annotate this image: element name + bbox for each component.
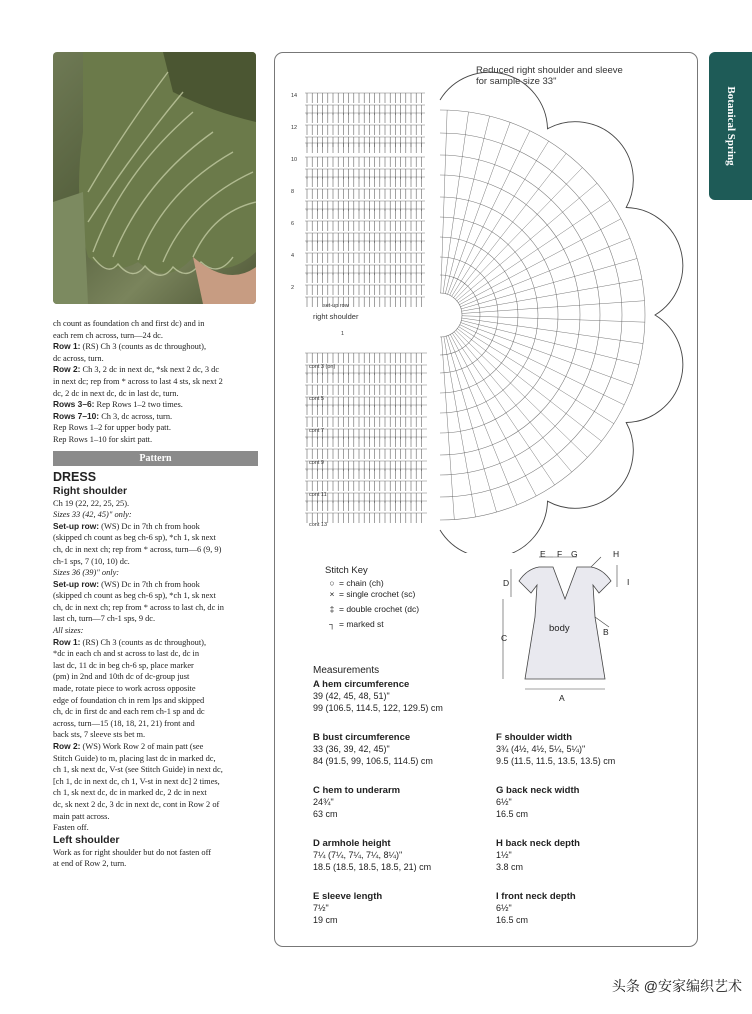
cont-row-label: cont 5 xyxy=(309,396,324,402)
row-label: Row 1: xyxy=(53,341,81,352)
body-text-line xyxy=(53,532,258,544)
line-text: Rep Rows 1–2 for upper body patt. xyxy=(53,423,171,433)
measurement-heading: B bust circumference xyxy=(313,732,411,743)
measurement-group xyxy=(313,732,498,767)
schematic-letter-d: D xyxy=(503,578,510,588)
line-text: at end of Row 2, turn. xyxy=(53,859,127,869)
line-text: Sizes 36 (39)" only: xyxy=(53,568,120,578)
line-text: ch, dc in first dc and each rem ch-1 sp and dc xyxy=(53,707,205,717)
body-text-line xyxy=(53,521,258,533)
line-text: Sizes 33 (42, 45)" only: xyxy=(53,510,132,520)
measurement-value: 63 cm xyxy=(313,808,338,819)
stitch-key-label: = marked st xyxy=(339,619,384,629)
line-text: Stitch Guide) to m, placing last dc in marked dc, xyxy=(53,753,216,763)
body-text-line xyxy=(53,811,258,823)
measurement-value: 6½" xyxy=(496,903,512,913)
measurement-heading: F shoulder width xyxy=(496,732,572,743)
line-text: (WS) Dc in 7th ch from hook xyxy=(99,579,200,589)
stitch-key-item xyxy=(325,589,495,600)
sleeve-photo xyxy=(53,52,256,304)
crochet-chart xyxy=(275,53,697,553)
line-text: (RS) Ch 3 (counts as dc throughout), xyxy=(80,342,207,352)
body-text-line xyxy=(53,729,258,741)
schematic-letter-e: E xyxy=(540,549,546,559)
section-tab-label: Botanical Spring xyxy=(724,86,737,166)
body-text-line xyxy=(53,388,258,400)
left-column xyxy=(53,318,258,870)
line-text: Ch 19 (22, 22, 25, 25). xyxy=(53,498,130,508)
schematic-letter-c: C xyxy=(501,633,508,643)
body-text-line xyxy=(53,579,258,591)
line-text: ch-1 sps, 7 (10, 10) dc. xyxy=(53,556,130,566)
line-text: (RS) Ch 3 (counts as dc throughout), xyxy=(80,637,207,647)
measurement-value: 6½" xyxy=(496,797,512,807)
chart-stitches xyxy=(305,72,683,553)
row-label: Rows 7–10: xyxy=(53,410,100,421)
measurement-group xyxy=(496,785,681,820)
measurement-value: 9.5 (11.5, 11.5, 13.5, 13.5) cm xyxy=(496,755,616,766)
row-label: Row 2: xyxy=(53,741,81,751)
body-text-line xyxy=(53,590,258,602)
body-text-line xyxy=(53,411,258,423)
body-text-line xyxy=(53,625,258,637)
right-shoulder-label: right shoulder xyxy=(313,312,359,321)
schematic-letter-b: B xyxy=(603,627,609,637)
body-text-line xyxy=(53,341,258,353)
line-text: Ch 3, 2 dc in next dc, *sk next 2 dc, 3 dc xyxy=(80,365,220,375)
body-text-line xyxy=(53,764,258,776)
line-text: ch count as foundation ch and first dc) and in xyxy=(53,319,205,328)
line-text: Rep Rows 1–10 for skirt patt. xyxy=(53,434,153,444)
sleeve-photo-illustration xyxy=(53,52,256,304)
line-text: Rep Rows 1–2 two times. xyxy=(94,400,183,410)
measurement-group xyxy=(496,891,681,926)
cont-row-label: cont 9 xyxy=(309,460,324,466)
measurement-group xyxy=(496,732,681,767)
body-text-line xyxy=(53,567,258,579)
row-label: Row 2: xyxy=(53,364,81,375)
body-text-line xyxy=(53,683,258,695)
dress-heading: DRESS xyxy=(53,469,97,484)
body-text-line xyxy=(53,776,258,788)
line-text: dc, sk next 2 dc, 3 dc in next dc, cont in Row 2 of xyxy=(53,799,220,809)
line-text: dc across, turn. xyxy=(53,353,104,363)
body-text-line xyxy=(53,822,258,834)
row1-label: 1 xyxy=(341,331,345,337)
line-text: ch 1, sk next dc, V-st (see Stitch Guide) in next dc, xyxy=(53,765,223,775)
line-text: each rem ch across, turn—24 dc. xyxy=(53,330,163,340)
schematic-letter-h: H xyxy=(613,549,620,559)
measurement-value: 7¼ (7¼, 7¼, 7¼, 8¼)" xyxy=(313,850,403,860)
measurement-heading: H back neck depth xyxy=(496,838,580,849)
marked-stitch-symbol-icon: ┐ xyxy=(328,619,336,629)
line-text: ch, dc in next ch; rep from * across to last ch, dc in xyxy=(53,602,224,612)
body-text-line xyxy=(53,318,258,330)
measurement-value: 1½" xyxy=(496,850,512,860)
chart-caption-line2: for sample size 33" xyxy=(476,76,557,87)
stitch-key-item xyxy=(325,578,495,589)
line-text: Work as for right shoulder but do not fasten off xyxy=(53,847,212,857)
body-text-line xyxy=(53,422,258,434)
line-text: across, turn—15 (18, 18, 21, 21) front and xyxy=(53,718,195,728)
chart-panel xyxy=(274,52,698,947)
row-label: Set-up row: xyxy=(53,578,100,589)
chain-symbol-icon: ○ xyxy=(329,578,335,588)
measurement-value: 84 (91.5, 99, 106.5, 114.5) cm xyxy=(313,755,433,766)
stitch-key-item xyxy=(325,604,495,615)
measurements-title: Measurements xyxy=(313,665,380,676)
measurement-heading: I front neck depth xyxy=(496,891,576,902)
body-text-line xyxy=(53,648,258,660)
measurement-heading: D armhole height xyxy=(313,838,391,849)
chart-row-label: 10 xyxy=(291,157,298,163)
line-text: Fasten off. xyxy=(53,823,89,833)
measurement-heading: G back neck width xyxy=(496,785,580,796)
cont-row-label: cont 11 xyxy=(309,492,327,498)
chart-row-label: 2 xyxy=(291,285,295,291)
line-text: edge of foundation ch in rem lps and skipped xyxy=(53,695,205,705)
line-text: in next dc; rep from * across to last 4 sts, sk next 2 xyxy=(53,376,223,386)
measurement-value: 99 (106.5, 114.5, 122, 129.5) cm xyxy=(313,702,443,713)
row-label: Set-up row: xyxy=(53,520,100,531)
measurement-value: 7½" xyxy=(313,903,329,913)
row-label: Row 1: xyxy=(53,636,81,647)
measurement-value: 3¾ (4½, 4½, 5¼, 5¼)" xyxy=(496,744,586,754)
body-text-line xyxy=(53,613,258,625)
measurement-heading: C hem to underarm xyxy=(313,785,401,796)
measurement-group xyxy=(313,679,498,714)
line-text: main patt across. xyxy=(53,811,110,821)
measurement-value: 16.5 cm xyxy=(496,914,529,925)
chart-row-label: 8 xyxy=(291,189,295,195)
line-text: (skipped ch count as beg ch-6 sp), *ch 1, sk next xyxy=(53,533,216,543)
measurement-value: 24¾" xyxy=(313,797,334,807)
body-text-line xyxy=(53,858,258,870)
section-tab xyxy=(709,52,752,200)
line-text: made, rotate piece to work across opposite xyxy=(53,684,196,694)
measurement-group xyxy=(496,838,681,873)
stitch-key-label: = single crochet (sc) xyxy=(339,589,416,599)
body-text-line xyxy=(53,706,258,718)
stitch-key-title: Stitch Key xyxy=(325,565,368,576)
measurement-value: 3.8 cm xyxy=(496,861,524,872)
cont-row-label: cont 13 xyxy=(309,522,328,528)
row-label: Rows 3–6: xyxy=(53,399,95,410)
measurement-value: 33 (36, 39, 42, 45)" xyxy=(313,744,390,754)
measurement-value: 18.5 (18.5, 18.5, 18.5, 21) cm xyxy=(313,861,432,872)
line-text: ch 1, sk next dc, dc in marked dc, 2 dc in next xyxy=(53,788,207,798)
body-text-line xyxy=(53,847,258,859)
measurement-group xyxy=(313,891,498,926)
line-text: [ch 1, dc in next dc, ch 1, V-st in next dc] 2 times, xyxy=(53,776,220,786)
measurement-value: 19 cm xyxy=(313,914,338,925)
double-crochet-symbol-icon: ‡ xyxy=(329,604,335,614)
stitch-key-label: = chain (ch) xyxy=(339,578,384,588)
body-text-line xyxy=(53,695,258,707)
body-text-line xyxy=(53,556,258,568)
measurements xyxy=(313,665,683,925)
cont-row-label: cont 3 (on) xyxy=(309,364,336,370)
right-shoulder-heading: Right shoulder xyxy=(53,484,128,497)
stitch-key-item xyxy=(325,619,495,630)
line-text: dc, 2 dc in next dc, dc in last dc, turn. xyxy=(53,388,179,398)
body-text-line xyxy=(53,753,258,765)
body-text-line xyxy=(53,330,258,342)
schematic-letter-i: I xyxy=(627,577,630,587)
chart-row-label: 4 xyxy=(291,253,295,259)
line-text: *dc in each ch and st across to last dc, dc in xyxy=(53,649,200,659)
left-shoulder-heading: Left shoulder xyxy=(53,833,120,846)
measurement-heading: E sleeve length xyxy=(313,891,383,902)
single-crochet-symbol-icon: × xyxy=(329,589,335,599)
body-text-line xyxy=(53,434,258,446)
measurement-heading: A hem circumference xyxy=(313,679,410,690)
chart-row-label: 14 xyxy=(291,93,298,99)
body-text-line xyxy=(53,353,258,365)
measurement-group xyxy=(313,785,498,820)
line-text: (skipped ch count as beg ch-6 sp), *ch 1, sk next xyxy=(53,591,216,601)
line-text: ch, dc in next ch; rep from * across, turn—6 (9, 9) xyxy=(53,544,222,554)
schematic-letter-a: A xyxy=(559,693,565,703)
stitch-key xyxy=(325,565,495,634)
body-text-line xyxy=(53,376,258,388)
line-text: (WS) Work Row 2 of main patt (see xyxy=(80,742,204,751)
measurement-group xyxy=(313,838,498,873)
body-text-line xyxy=(53,637,258,649)
schematic-letter-f: F xyxy=(557,549,563,559)
watermark: 头条 @安家编织艺术 xyxy=(611,978,742,994)
line-text: back sts, 7 sleeve sts bet m. xyxy=(53,730,146,740)
measurement-value: 39 (42, 45, 48, 51)" xyxy=(313,691,390,701)
body-text-line xyxy=(53,509,258,521)
cont-row-label: cont 7 xyxy=(309,428,324,434)
body-text-line xyxy=(53,544,258,556)
body-text-line xyxy=(53,498,258,510)
body-text-line xyxy=(53,741,258,753)
line-text: (WS) Dc in 7th ch from hook xyxy=(99,521,200,531)
body-text-line xyxy=(53,364,258,376)
line-text: last ch, turn—7 ch-1 sps, 9 dc. xyxy=(53,614,156,624)
chart-row-label: 6 xyxy=(291,221,295,227)
chart-caption-line1: Reduced right shoulder and sleeve xyxy=(476,65,623,76)
body-text-line xyxy=(53,787,258,799)
stitch-key-label: = double crochet (dc) xyxy=(339,604,420,614)
measurement-value: 16.5 cm xyxy=(496,808,529,819)
body-text-line xyxy=(53,399,258,411)
setup-row-label: set-up row xyxy=(323,303,349,309)
schematic-body-label: body xyxy=(549,623,570,634)
line-text: All sizes: xyxy=(53,626,84,636)
pattern-section-bar: Pattern xyxy=(53,451,258,466)
chart-row-label: 12 xyxy=(291,125,298,131)
body-text-line xyxy=(53,671,258,683)
line-text: Ch 3, dc across, turn. xyxy=(99,411,173,421)
body-text-line xyxy=(53,602,258,614)
line-text: (pm) in 2nd and 10th dc of dc-group just xyxy=(53,672,190,682)
body-text-line xyxy=(53,799,258,811)
schematic-letter-g: G xyxy=(571,549,578,559)
body-text-line xyxy=(53,660,258,672)
body-text-line xyxy=(53,718,258,730)
line-text: last dc, 11 dc in beg ch-6 sp, place marker xyxy=(53,660,194,670)
